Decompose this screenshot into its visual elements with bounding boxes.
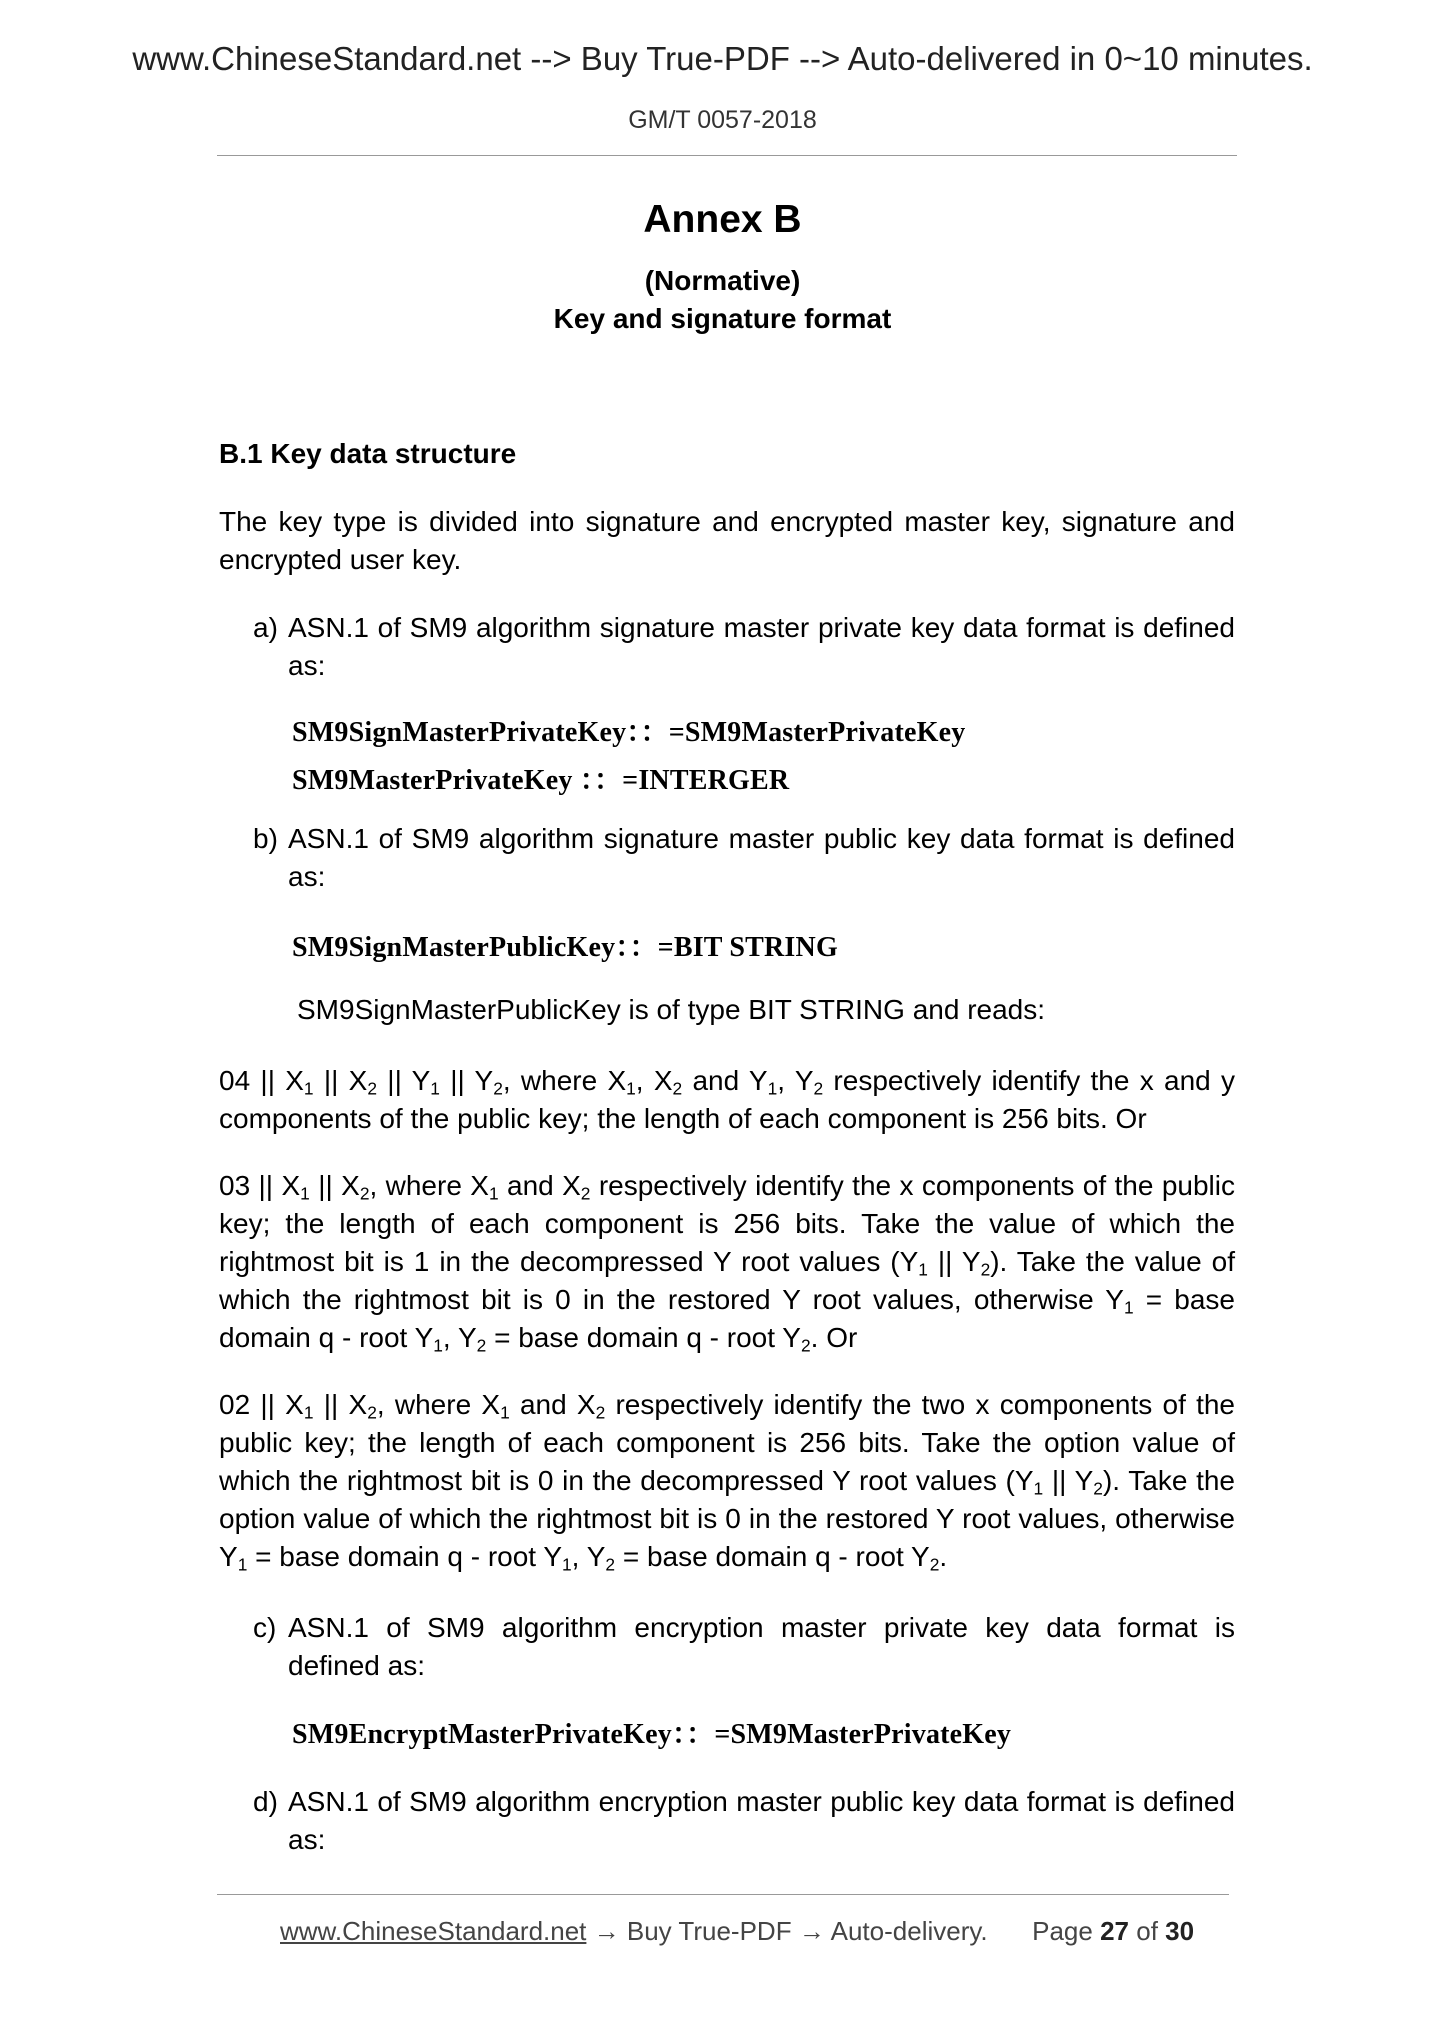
asn1-definition: SM9MasterPrivateKey ：：=INTERGER (292, 765, 790, 796)
footer-auto-text: Auto-delivery. (830, 1916, 988, 1946)
footer-buy-text: Buy True-PDF (626, 1916, 792, 1946)
list-marker: d) (253, 1786, 278, 1817)
list-item-d (253, 1783, 1235, 1859)
list-marker: b) (253, 823, 278, 854)
annex-title: Annex B (643, 198, 802, 241)
document-number: GM/T 0057-2018 (628, 106, 817, 134)
annex-normative-label: (Normative) (644, 265, 801, 296)
asn1-definition: SM9EncryptMasterPrivateKey：：=SM9MasterPrivateKey (292, 1719, 1012, 1750)
section-heading: B.1 Key data structure (219, 438, 517, 469)
arrow-right-icon: → (798, 1916, 825, 1946)
annex-subtitle: Key and signature format (553, 303, 892, 334)
header-divider (217, 155, 1237, 156)
intro-paragraph: The key type is divided into signature and encrypted master key, signature and encrypted user key. (219, 506, 1235, 575)
list-item-a (253, 609, 1235, 685)
asn1-definition: SM9SignMasterPrivateKey：：=SM9MasterPrivateKey (292, 717, 966, 748)
format-04-paragraph: 04 || $X_1$ || $X_2$ || $Y_1$ || $Y_2$, where $X_1$, $X_2$ and $Y_1$, $Y_2$ respectively identify the x and y components of the public key; the length of each component is 256 bits. Or (219, 1065, 1235, 1134)
total-pages: 30 (1165, 1916, 1195, 1946)
footer-site-link[interactable]: www.ChineseStandard.net (280, 1916, 587, 1946)
reads-line: SM9SignMasterPublicKey is of type BIT STRING and reads: (297, 994, 1046, 1025)
format-02-paragraph: 02 || $X_1$ || $X_2$, where $X_1$ and $X_2$ respectively identify the two x components of the public key; the length of each component is 256 bits. Take the option value of which the rightmost bit is 0 in the decompressed Y root values ($Y_1$ || $Y_2$). Take the option value of which the rightmost bit is 0 in the restored Y root values, otherwise $Y_1$ = base domain q - root $Y_1$, $Y_2$ = base domain q - root $Y_2$. (219, 1389, 1236, 1575)
list-item-b (253, 820, 1235, 896)
list-item-text: ASN.1 of SM9 algorithm encryption master private key data format is defined as: (288, 1612, 1235, 1681)
list-marker: c) (253, 1612, 277, 1643)
page-footer (280, 1916, 1194, 1947)
format-03-paragraph: 03 || $X_1$ || $X_2$, where $X_1$ and $X_2$ respectively identify the x components of the public key; the length of each component is 256 bits. Take the value of which the rightmost bit is 1 in the decompressed Y root values ($Y_1$ || $Y_2$). Take the value of which the rightmost bit is 0 in the restored Y root values, otherwise $Y_1$ = base domain q - root $Y_1$, $Y_2$ = base domain q - root $Y_2$. Or (219, 1170, 1235, 1356)
page-indicator: Page 27 of 30 (1032, 1916, 1195, 1946)
current-page: 27 (1100, 1916, 1130, 1946)
list-item-c (253, 1609, 1235, 1685)
asn1-definition: SM9SignMasterPublicKey：：=BIT STRING (292, 932, 838, 963)
list-marker: a) (253, 612, 278, 643)
list-item-text: ASN.1 of SM9 algorithm encryption master public key data format is defined as: (288, 1786, 1235, 1855)
footer-divider (217, 1894, 1229, 1895)
site-banner: www.ChineseStandard.net --> Buy True-PDF --> Auto-delivered in 0~10 minutes. (132, 40, 1313, 77)
arrow-right-icon: → (593, 1916, 620, 1946)
list-item-text: ASN.1 of SM9 algorithm signature master private key data format is defined as: (288, 612, 1235, 681)
list-item-text: ASN.1 of SM9 algorithm signature master public key data format is defined as: (288, 823, 1235, 892)
